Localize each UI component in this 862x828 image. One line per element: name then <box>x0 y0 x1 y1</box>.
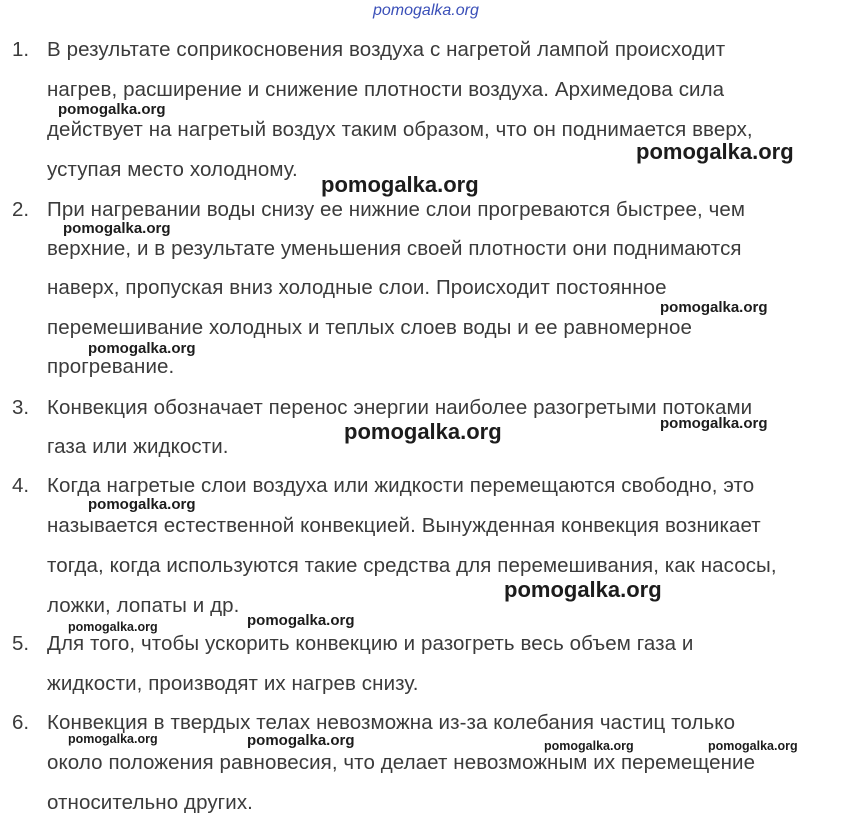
item-text-line: жидкости, производят их нагрев снизу. <box>47 672 419 695</box>
item-text-line: перемешивание холодных и теплых слоев воды и ее равномерное <box>47 316 692 339</box>
item-text-line: уступая место холодному. <box>47 158 298 181</box>
watermark-text: pomogalka.org <box>504 577 662 602</box>
watermark-text: pomogalka.org <box>58 101 166 118</box>
watermark-text: pomogalka.org <box>660 415 768 432</box>
item-number: 2. <box>12 198 30 221</box>
item-text-line: Для того, чтобы ускорить конвекцию и разогреть весь объем газа и <box>47 632 694 655</box>
item-text-line: При нагревании воды снизу ее нижние слои прогреваются быстрее, чем <box>47 198 746 221</box>
watermark-text: pomogalka.org <box>68 732 158 746</box>
watermark-text: pomogalka.org <box>708 739 798 753</box>
watermark-text: pomogalka.org <box>660 299 768 316</box>
watermark-text: pomogalka.org <box>344 419 502 444</box>
item-number: 6. <box>12 711 30 734</box>
item-text-line: газа или жидкости. <box>47 435 229 458</box>
item-text-line: называется естественной конвекцией. Вынужденная конвекция возникает <box>47 514 761 537</box>
item-text-line: наверх, пропуская вниз холодные слои. Происходит постоянное <box>47 276 667 299</box>
item-number: 4. <box>12 474 30 497</box>
item-text-line: Конвекция в твердых телах невозможна из-за колебания частиц только <box>47 711 736 734</box>
item-text-line: Когда нагретые слои воздуха или жидкости перемещаются свободно, это <box>47 474 755 497</box>
watermark-text: pomogalka.org <box>373 2 479 19</box>
item-number: 3. <box>12 396 30 419</box>
item-text-line: В результате соприкосновения воздуха с нагретой лампой происходит <box>47 38 726 61</box>
watermark-text: pomogalka.org <box>247 732 355 749</box>
watermark-text: pomogalka.org <box>321 172 479 197</box>
item-text-line: тогда, когда используются такие средства для перемешивания, как насосы, <box>47 554 777 577</box>
watermark-text: pomogalka.org <box>247 612 355 629</box>
item-text-line: нагрев, расширение и снижение плотности воздуха. Архимедова сила <box>47 78 725 101</box>
item-text-line: Конвекция обозначает перенос энергии наиболее разогретыми потоками <box>47 396 753 419</box>
item-text-line: прогревание. <box>47 355 175 378</box>
item-text-line: около положения равновесия, что делает невозможным их перемещение <box>47 751 756 774</box>
watermark-text: pomogalka.org <box>68 620 158 634</box>
item-text-line: ложки, лопаты и др. <box>47 594 240 617</box>
watermark-text: pomogalka.org <box>636 139 794 164</box>
watermark-text: pomogalka.org <box>88 496 196 513</box>
item-text-line: относительно других. <box>47 791 253 814</box>
item-number: 5. <box>12 632 30 655</box>
item-number: 1. <box>12 38 30 61</box>
item-text-line: действует на нагретый воздух таким образом, что он поднимается вверх, <box>47 118 753 141</box>
watermark-text: pomogalka.org <box>544 739 634 753</box>
item-text-line: верхние, и в результате уменьшения своей плотности они поднимаются <box>47 237 742 260</box>
watermark-text: pomogalka.org <box>88 340 196 357</box>
watermark-text: pomogalka.org <box>63 220 171 237</box>
